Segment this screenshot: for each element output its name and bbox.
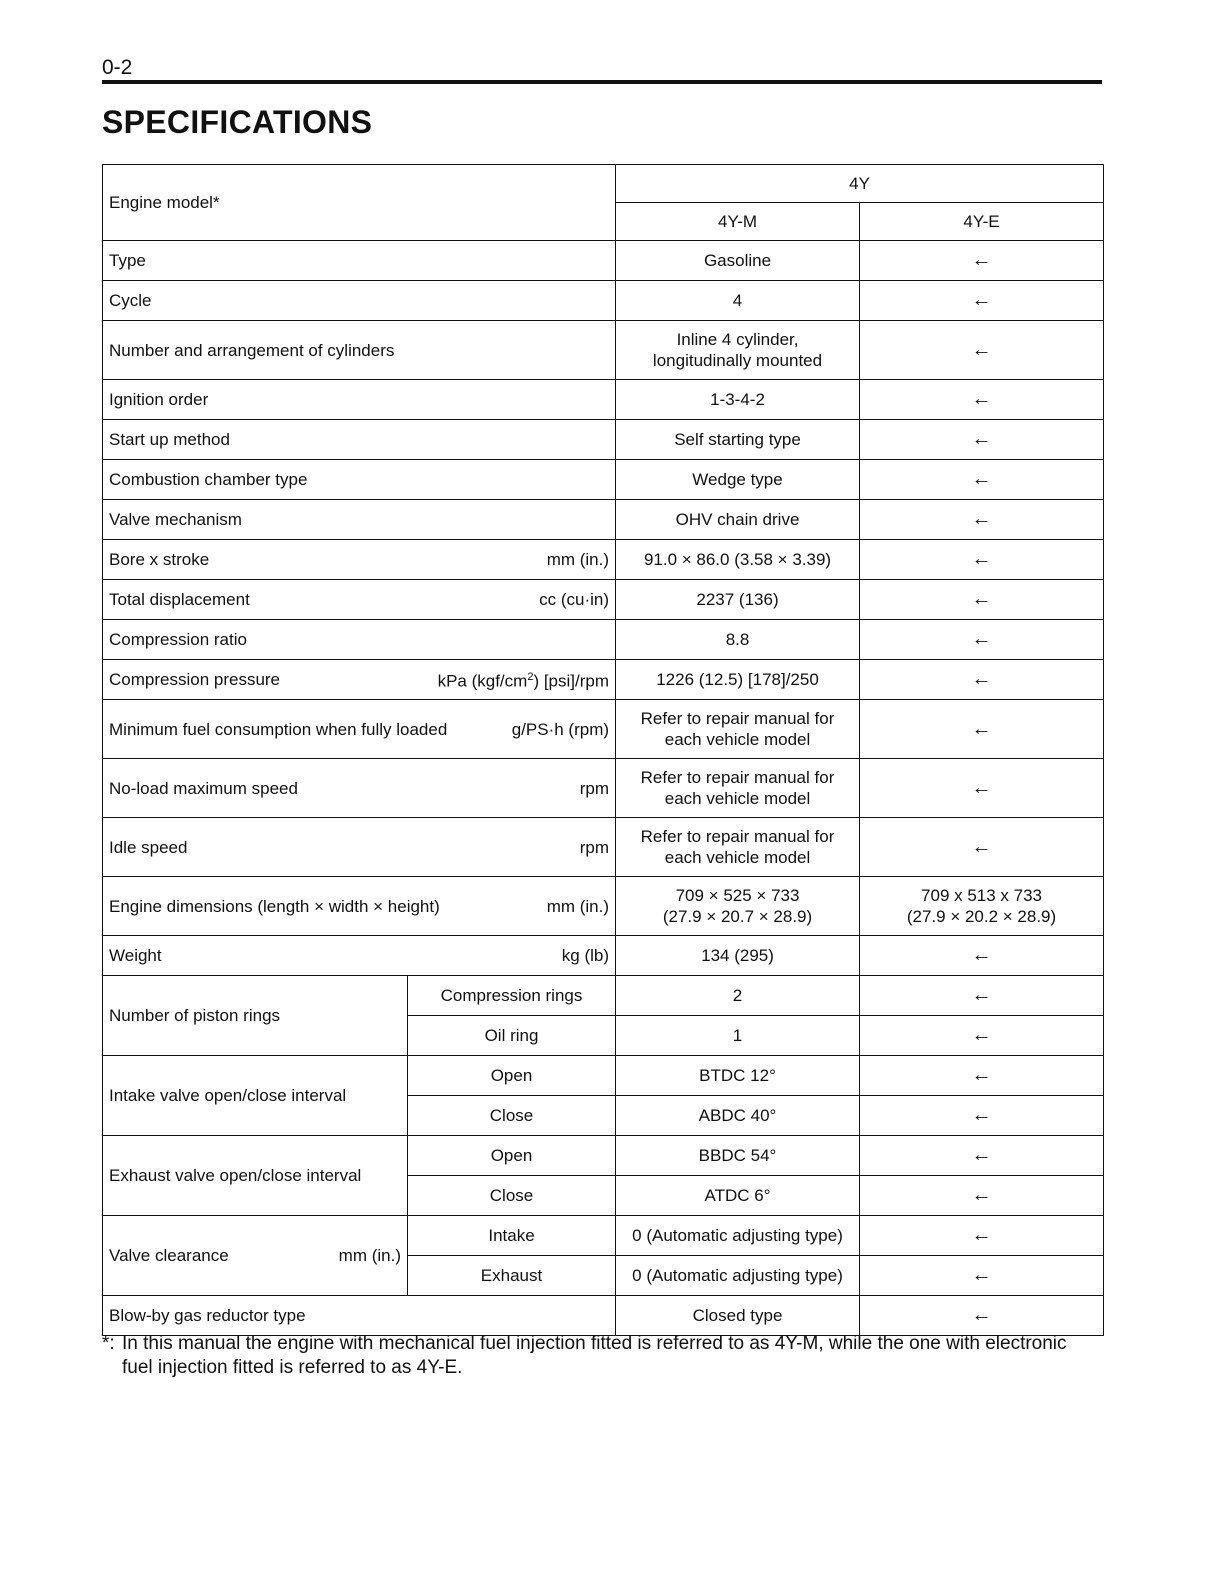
row-label: Type — [103, 241, 616, 281]
table-row — [103, 700, 1104, 759]
page-title: SPECIFICATIONS — [102, 104, 373, 140]
same-as-left-arrow: ← — [860, 420, 1104, 460]
same-as-left-arrow: ← — [860, 759, 1104, 818]
row-value-4y-m: 1 — [616, 1016, 860, 1056]
header-group-cell: 4Y — [616, 165, 1104, 203]
table-row — [103, 241, 1104, 281]
row-value-4y-m: Self starting type — [616, 420, 860, 460]
row-label: Cycle — [103, 281, 616, 321]
sub-label: Open — [408, 1136, 616, 1176]
row-label: No-load maximum speed rpm — [103, 759, 616, 818]
unit-label: mm (in.) — [546, 550, 610, 569]
same-as-left-arrow: ← — [860, 540, 1104, 580]
same-as-left-arrow: ← — [860, 818, 1104, 877]
row-value-4y-m: 2237 (136) — [616, 580, 860, 620]
page-number: 0-2 — [102, 56, 133, 79]
row-value-4y-m: 1226 (12.5) [178]/250 — [616, 660, 860, 700]
row-value-4y-m: BTDC 12° — [616, 1056, 860, 1096]
row-label: Valve clearance mm (in.) — [103, 1216, 408, 1296]
row-value-4y-m: 4 — [616, 281, 860, 321]
row-label: Exhaust valve open/close interval — [103, 1136, 408, 1216]
same-as-left-arrow: ← — [860, 380, 1104, 420]
header-col-4y-e: 4Y-E — [860, 203, 1104, 241]
row-value-4y-m: 134 (295) — [616, 936, 860, 976]
row-value-4y-m: 8.8 — [616, 620, 860, 660]
unit-label: cc (cu·in) — [539, 590, 610, 609]
table-row — [103, 1136, 1104, 1176]
table-row — [103, 620, 1104, 660]
header-label-cell — [103, 165, 616, 241]
table-row — [103, 660, 1104, 700]
row-label: Compression pressure kPa $(kgf/cm^2)$ [psi]/rpm — [103, 660, 616, 700]
row-label: Combustion chamber type — [103, 460, 616, 500]
sub-label: Compression rings — [408, 976, 616, 1016]
row-label: Ignition order — [103, 380, 616, 420]
same-as-left-arrow: ← — [860, 1016, 1104, 1056]
row-label: Weight kg (lb) — [103, 936, 616, 976]
row-label: Bore x stroke mm (in.) — [103, 540, 616, 580]
same-as-left-arrow: ← — [860, 620, 1104, 660]
same-as-left-arrow: ← — [860, 1216, 1104, 1256]
same-as-left-arrow: ← — [860, 660, 1104, 700]
table-row — [103, 976, 1104, 1016]
row-value-4y-m: Inline 4 cylinder, longitudinally mounted — [616, 321, 860, 380]
table-row — [103, 281, 1104, 321]
sub-label: Close — [408, 1176, 616, 1216]
same-as-left-arrow: ← — [860, 500, 1104, 540]
row-label: Number and arrangement of cylinders — [103, 321, 616, 380]
row-label: Compression ratio — [103, 620, 616, 660]
sub-label: Intake — [408, 1216, 616, 1256]
row-value-4y-m: Refer to repair manual for each vehicle model — [616, 700, 860, 759]
same-as-left-arrow: ← — [860, 1296, 1104, 1336]
sub-label: Oil ring — [408, 1016, 616, 1056]
table-row — [103, 936, 1104, 976]
footnote-mark: *: — [102, 1333, 115, 1354]
table-row — [103, 321, 1104, 380]
unit-label: kPa $(kgf/cm^2)$ [psi]/rpm — [437, 671, 610, 691]
table-row — [103, 380, 1104, 420]
row-label: Total displacement cc (cu·in) — [103, 580, 616, 620]
row-value-4y-m: 1-3-4-2 — [616, 380, 860, 420]
row-value-4y-m: Gasoline — [616, 241, 860, 281]
header-col-4y-m: 4Y-M — [616, 203, 860, 241]
unit-label: mm (in.) — [338, 1246, 401, 1265]
row-value-4y-m: Refer to repair manual for each vehicle model — [616, 818, 860, 877]
row-value-4y-m: Closed type — [616, 1296, 860, 1336]
footnote — [102, 1332, 1112, 1380]
row-label: Idle speed rpm — [103, 818, 616, 877]
header-label: Engine model* — [109, 193, 220, 212]
unit-label: g/PS·h (rpm) — [511, 719, 610, 739]
row-value-4y-m: ATDC 6° — [616, 1176, 860, 1216]
row-label: Minimum fuel consumption when fully loaded g/PS·h (rpm) — [103, 700, 616, 759]
unit-label: kg (lb) — [561, 946, 610, 965]
table-row — [103, 540, 1104, 580]
row-value-4y-m: ABDC 40° — [616, 1096, 860, 1136]
same-as-left-arrow: ← — [860, 976, 1104, 1016]
row-value-4y-m: 709 × 525 × 733 (27.9 × 20.7 × 28.9) — [616, 877, 860, 936]
table-row — [103, 1296, 1104, 1336]
sub-label: Exhaust — [408, 1256, 616, 1296]
row-label: Engine dimensions (length × width × height) mm (in.) — [103, 877, 616, 936]
same-as-left-arrow: ← — [860, 321, 1104, 380]
unit-label: rpm — [579, 778, 610, 798]
same-as-left-arrow: ← — [860, 241, 1104, 281]
same-as-left-arrow: ← — [860, 460, 1104, 500]
same-as-left-arrow: ← — [860, 1056, 1104, 1096]
unit-label: rpm — [579, 837, 610, 857]
table-row — [103, 818, 1104, 877]
row-value-4y-m: BBDC 54° — [616, 1136, 860, 1176]
table-row — [103, 460, 1104, 500]
row-label: Intake valve open/close interval — [103, 1056, 408, 1136]
table-row — [103, 420, 1104, 460]
row-value-4y-m: 91.0 × 86.0 (3.58 × 3.39) — [616, 540, 860, 580]
header-rule — [102, 80, 1102, 84]
table-row — [103, 759, 1104, 818]
row-value-4y-m: 0 (Automatic adjusting type) — [616, 1256, 860, 1296]
same-as-left-arrow: ← — [860, 1136, 1104, 1176]
same-as-left-arrow: ← — [860, 1096, 1104, 1136]
same-as-left-arrow: ← — [860, 1256, 1104, 1296]
row-label: Blow-by gas reductor type — [103, 1296, 616, 1336]
row-value-4y-m: Wedge type — [616, 460, 860, 500]
unit-label: mm (in.) — [546, 896, 610, 916]
specifications-table — [102, 164, 1104, 1336]
row-value-4y-m: OHV chain drive — [616, 500, 860, 540]
table-row — [103, 580, 1104, 620]
footnote-line-2: fuel injection fitted is referred to as 4Y-E. — [122, 1357, 463, 1378]
same-as-left-arrow: ← — [860, 936, 1104, 976]
row-value-4y-m: 2 — [616, 976, 860, 1016]
row-label: Valve mechanism — [103, 500, 616, 540]
row-value-4y-m: Refer to repair manual for each vehicle model — [616, 759, 860, 818]
same-as-left-arrow: ← — [860, 281, 1104, 321]
footnote-line-1: In this manual the engine with mechanical fuel injection fitted is referred to as 4Y-M, while the one with electronic — [122, 1333, 1067, 1354]
same-as-left-arrow: ← — [860, 700, 1104, 759]
same-as-left-arrow: ← — [860, 580, 1104, 620]
table-row — [103, 1056, 1104, 1096]
same-as-left-arrow: ← — [860, 1176, 1104, 1216]
row-value-4y-e: 709 x 513 x 733 (27.9 × 20.2 × 28.9) — [860, 877, 1104, 936]
table-row — [103, 877, 1104, 936]
table-row — [103, 500, 1104, 540]
table-row — [103, 1216, 1104, 1256]
row-value-4y-m: 0 (Automatic adjusting type) — [616, 1216, 860, 1256]
sub-label: Close — [408, 1096, 616, 1136]
row-label: Number of piston rings — [103, 976, 408, 1056]
row-label: Start up method — [103, 420, 616, 460]
sub-label: Open — [408, 1056, 616, 1096]
